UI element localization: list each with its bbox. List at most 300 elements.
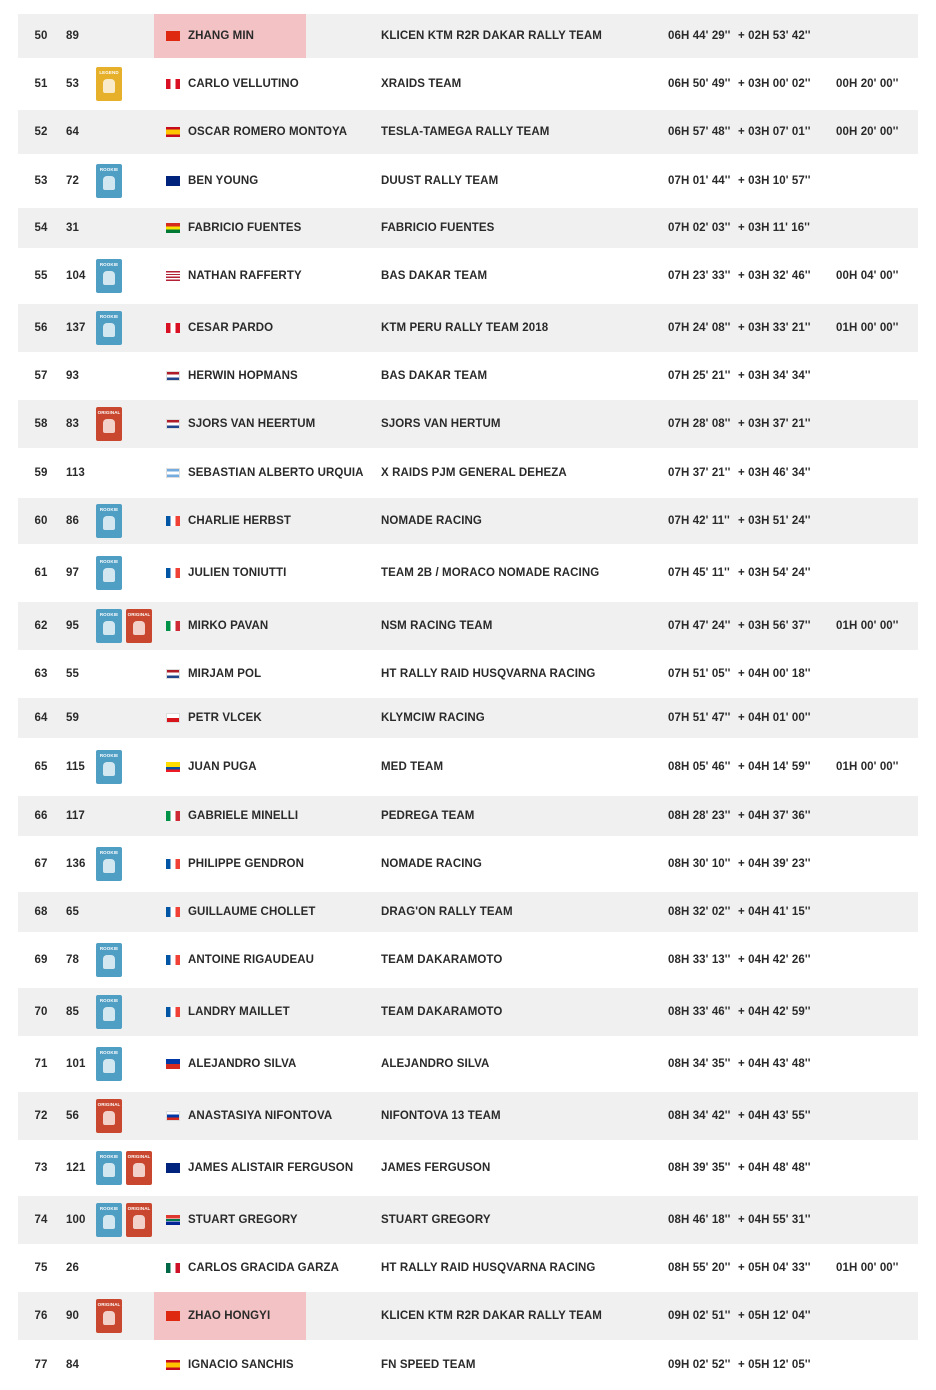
rider-name[interactable]: MIRKO PAVAN: [188, 620, 269, 632]
bib-number-cell: 113: [66, 467, 85, 479]
team-cell[interactable]: ALEJANDRO SILVA: [381, 1058, 490, 1070]
badge-label: ORIGINAL: [97, 1302, 121, 1307]
penalty-cell: [836, 1040, 916, 1088]
badge-label: ROOKIE: [99, 1154, 119, 1159]
penalty-cell: [836, 400, 916, 448]
position-cell: 53: [34, 175, 48, 187]
penalty-cell: [836, 936, 916, 984]
time-cell: 08H 46' 18'': [668, 1214, 731, 1226]
badge-label: ORIGINAL: [127, 1154, 151, 1159]
table-row[interactable]: [18, 742, 918, 792]
flag-cz-icon: [166, 713, 180, 723]
position-cell: 77: [34, 1359, 48, 1371]
rider-name[interactable]: IGNACIO SANCHIS: [188, 1359, 294, 1371]
position-cell: 76: [34, 1310, 48, 1322]
team-cell[interactable]: HT RALLY RAID HUSQVARNA RACING: [381, 668, 596, 680]
rider-cell[interactable]: [154, 1248, 340, 1288]
dakar-emblem-icon: [103, 323, 115, 337]
rider-cell[interactable]: [154, 304, 306, 352]
gap-cell: + 04H 14' 59'': [738, 761, 811, 773]
dakar-emblem-icon: [103, 516, 115, 530]
bib-number-cell: 64: [66, 126, 79, 138]
penalty-cell: [836, 988, 916, 1036]
bib-number-cell: 95: [66, 620, 79, 632]
position-cell: 65: [34, 761, 48, 773]
flag-ec-icon: [166, 762, 180, 772]
gap-cell: + 04H 55' 31'': [738, 1214, 811, 1226]
table-row[interactable]: [18, 1092, 918, 1140]
position-cell: 69: [34, 954, 48, 966]
rider-name[interactable]: CESAR PARDO: [188, 322, 274, 334]
position-cell: 71: [34, 1058, 48, 1070]
table-row[interactable]: [18, 304, 918, 352]
table-row[interactable]: [18, 14, 918, 58]
position-cell: 75: [34, 1262, 48, 1274]
gap-cell: + 03H 10' 57'': [738, 175, 811, 187]
time-cell: 09H 02' 52'': [668, 1359, 731, 1371]
team-cell[interactable]: PEDREGA TEAM: [381, 810, 475, 822]
dakar-emblem-icon: [103, 859, 115, 873]
bib-number-cell: 101: [66, 1058, 86, 1070]
rider-cell[interactable]: [154, 62, 306, 106]
bib-number-cell: 78: [66, 954, 79, 966]
badge-label: ROOKIE: [99, 612, 119, 617]
rider-name[interactable]: PETR VLCEK: [188, 712, 262, 724]
team-cell[interactable]: SJORS VAN HERTUM: [381, 418, 501, 430]
badge-label: ROOKIE: [99, 559, 119, 564]
dakar-emblem-icon: [103, 1163, 115, 1177]
results-table: [18, 14, 918, 1390]
badge-label: ROOKIE: [99, 753, 119, 758]
original-badge-icon: [96, 1299, 122, 1333]
rider-cell[interactable]: [154, 110, 348, 154]
team-cell[interactable]: FABRICIO FUENTES: [381, 222, 495, 234]
flag-fr-icon: [166, 516, 180, 526]
team-cell[interactable]: TEAM 2B / MORACO NOMADE RACING: [381, 567, 600, 579]
team-cell[interactable]: JAMES FERGUSON: [381, 1162, 491, 1174]
flag-it-icon: [166, 621, 180, 631]
rider-cell[interactable]: [154, 548, 306, 598]
time-cell: 08H 34' 35'': [668, 1058, 731, 1070]
rider-name[interactable]: ANASTASIYA NIFONTOVA: [188, 1110, 333, 1122]
gap-cell: + 03H 56' 37'': [738, 620, 811, 632]
position-cell: 54: [34, 222, 48, 234]
penalty-cell: [836, 1144, 916, 1192]
time-cell: 08H 33' 46'': [668, 1006, 731, 1018]
rider-name[interactable]: JAMES ALISTAIR FERGUSON: [188, 1162, 354, 1174]
rider-name[interactable]: GABRIELE MINELLI: [188, 810, 299, 822]
rider-name[interactable]: NATHAN RAFFERTY: [188, 270, 302, 282]
bib-number-cell: 59: [66, 712, 79, 724]
rider-cell[interactable]: [154, 452, 364, 494]
time-cell: 07H 01' 44'': [668, 175, 731, 187]
bib-number-cell: 86: [66, 515, 79, 527]
team-cell[interactable]: KLYMCIW RACING: [381, 712, 485, 724]
time-cell: 08H 30' 10'': [668, 858, 731, 870]
time-cell: 07H 25' 21'': [668, 370, 731, 382]
table-row[interactable]: [18, 1344, 918, 1386]
gap-cell: + 04H 43' 48'': [738, 1058, 811, 1070]
time-cell: 08H 28' 23'': [668, 810, 731, 822]
table-row[interactable]: [18, 796, 918, 836]
time-cell: 08H 34' 42'': [668, 1110, 731, 1122]
rookie-badge-icon: [96, 609, 122, 643]
rider-name[interactable]: OSCAR ROMERO MONTOYA: [188, 126, 348, 138]
rider-cell[interactable]: [154, 698, 306, 738]
rider-name[interactable]: PHILIPPE GENDRON: [188, 858, 304, 870]
position-cell: 57: [34, 370, 48, 382]
position-cell: 73: [34, 1162, 48, 1174]
gap-cell: + 05H 04' 33'': [738, 1262, 811, 1274]
rider-cell[interactable]: [154, 988, 306, 1036]
rider-cell[interactable]: [154, 1292, 306, 1340]
team-cell[interactable]: NSM RACING TEAM: [381, 620, 493, 632]
rider-name[interactable]: MIRJAM POL: [188, 668, 262, 680]
dakar-emblem-icon: [133, 1163, 145, 1177]
bib-number-cell: 136: [66, 858, 86, 870]
bib-number-cell: 65: [66, 906, 79, 918]
gap-cell: + 03H 51' 24'': [738, 515, 811, 527]
rider-name[interactable]: STUART GREGORY: [188, 1214, 298, 1226]
rider-name[interactable]: JULIEN TONIUTTI: [188, 567, 287, 579]
rider-name[interactable]: GUILLAUME CHOLLET: [188, 906, 316, 918]
rider-name[interactable]: ALEJANDRO SILVA: [188, 1058, 297, 1070]
badge-label: LEGEND: [99, 70, 119, 75]
gap-cell: + 04H 41' 15'': [738, 906, 811, 918]
time-cell: 07H 37' 21'': [668, 467, 731, 479]
rider-cell[interactable]: [154, 654, 306, 694]
dakar-emblem-icon: [103, 79, 115, 93]
position-cell: 56: [34, 322, 48, 334]
rider-name[interactable]: CARLOS GRACIDA GARZA: [188, 1262, 340, 1274]
table-row[interactable]: [18, 252, 918, 300]
rider-cell[interactable]: [154, 14, 306, 58]
gap-cell: + 03H 00' 02'': [738, 78, 811, 90]
table-row[interactable]: [18, 892, 918, 932]
rider-name[interactable]: HERWIN HOPMANS: [188, 370, 298, 382]
rider-cell[interactable]: [154, 1092, 333, 1140]
team-cell[interactable]: BAS DAKAR TEAM: [381, 270, 488, 282]
bib-number-cell: 85: [66, 1006, 79, 1018]
team-cell[interactable]: HT RALLY RAID HUSQVARNA RACING: [381, 1262, 596, 1274]
time-cell: 09H 02' 51'': [668, 1310, 731, 1322]
rookie-badge-icon: [96, 847, 122, 881]
penalty-cell: [836, 356, 916, 396]
position-cell: 74: [34, 1214, 48, 1226]
bib-number-cell: 97: [66, 567, 79, 579]
flag-cl-icon: [166, 1059, 180, 1069]
table-row[interactable]: [18, 158, 918, 204]
position-cell: 55: [34, 270, 48, 282]
position-cell: 63: [34, 668, 48, 680]
penalty-cell: [836, 1344, 916, 1386]
rider-name[interactable]: ZHAO HONGYI: [188, 1310, 271, 1322]
penalty-cell: [836, 698, 916, 738]
table-row[interactable]: [18, 1040, 918, 1088]
team-cell[interactable]: NOMADE RACING: [381, 858, 482, 870]
dakar-emblem-icon: [103, 1215, 115, 1229]
time-cell: 07H 51' 05'': [668, 668, 731, 680]
gap-cell: + 04H 00' 18'': [738, 668, 811, 680]
penalty-cell: 00H 20' 00'': [836, 78, 899, 90]
table-row[interactable]: [18, 988, 918, 1036]
time-cell: 06H 44' 29'': [668, 30, 731, 42]
table-row[interactable]: [18, 1144, 918, 1192]
bib-number-cell: 121: [66, 1162, 86, 1174]
team-cell[interactable]: XRAIDS TEAM: [381, 78, 462, 90]
rider-cell[interactable]: [154, 158, 306, 204]
penalty-cell: 01H 00' 00'': [836, 322, 899, 334]
team-cell[interactable]: NOMADE RACING: [381, 515, 482, 527]
rookie-badge-icon: [96, 556, 122, 590]
rider-name[interactable]: JUAN PUGA: [188, 761, 257, 773]
rider-cell[interactable]: [154, 252, 306, 300]
time-cell: 07H 47' 24'': [668, 620, 731, 632]
rider-cell[interactable]: [154, 400, 316, 448]
bib-number-cell: 55: [66, 668, 79, 680]
penalty-cell: 00H 20' 00'': [836, 126, 899, 138]
gap-cell: + 03H 37' 21'': [738, 418, 811, 430]
flag-au-icon: [166, 1163, 180, 1173]
table-row[interactable]: [18, 208, 918, 248]
position-cell: 58: [34, 418, 48, 430]
rookie-badge-icon: [96, 1047, 122, 1081]
original-badge-icon: [96, 1099, 122, 1133]
penalty-cell: [836, 654, 916, 694]
rider-name[interactable]: SEBASTIAN ALBERTO URQUIA: [188, 467, 364, 479]
rider-name[interactable]: LANDRY MAILLET: [188, 1006, 290, 1018]
time-cell: 06H 57' 48'': [668, 126, 731, 138]
flag-pe-icon: [166, 79, 180, 89]
dakar-emblem-icon: [103, 1111, 115, 1125]
penalty-cell: [836, 796, 916, 836]
rider-name[interactable]: CHARLIE HERBST: [188, 515, 291, 527]
penalty-cell: [836, 548, 916, 598]
rider-cell[interactable]: [154, 742, 306, 792]
rider-cell[interactable]: [154, 840, 306, 888]
position-cell: 70: [34, 1006, 48, 1018]
gap-cell: + 03H 54' 24'': [738, 567, 811, 579]
rookie-badge-icon: [96, 259, 122, 293]
badge-label: ROOKIE: [99, 167, 119, 172]
rookie-badge-icon: [96, 311, 122, 345]
position-cell: 72: [34, 1110, 48, 1122]
rider-cell[interactable]: [154, 356, 306, 396]
badge-label: ORIGINAL: [127, 612, 151, 617]
time-cell: 08H 33' 13'': [668, 954, 731, 966]
team-cell[interactable]: X RAIDS PJM GENERAL DEHEZA: [381, 467, 567, 479]
table-row[interactable]: [18, 356, 918, 396]
rider-name[interactable]: BEN YOUNG: [188, 175, 259, 187]
table-row[interactable]: [18, 400, 918, 448]
badge-label: ORIGINAL: [97, 1102, 121, 1107]
dakar-emblem-icon: [103, 271, 115, 285]
flag-cn-icon: [166, 31, 180, 41]
rider-name[interactable]: ANTOINE RIGAUDEAU: [188, 954, 315, 966]
gap-cell: + 03H 46' 34'': [738, 467, 811, 479]
gap-cell: + 04H 43' 55'': [738, 1110, 811, 1122]
rider-cell[interactable]: [154, 208, 306, 248]
team-cell[interactable]: DUUST RALLY TEAM: [381, 175, 499, 187]
table-row[interactable]: [18, 62, 918, 106]
flag-fr-icon: [166, 568, 180, 578]
dakar-emblem-icon: [103, 176, 115, 190]
team-cell[interactable]: TESLA-TAMEGA RALLY TEAM: [381, 126, 550, 138]
bib-number-cell: 84: [66, 1359, 79, 1371]
rider-name[interactable]: FABRICIO FUENTES: [188, 222, 302, 234]
flag-es-icon: [166, 1360, 180, 1370]
time-cell: 06H 50' 49'': [668, 78, 731, 90]
position-cell: 67: [34, 858, 48, 870]
penalty-cell: [836, 208, 916, 248]
rider-cell[interactable]: [154, 1196, 306, 1244]
rookie-badge-icon: [96, 1151, 122, 1185]
team-cell[interactable]: TEAM DAKARAMOTO: [381, 954, 503, 966]
bib-number-cell: 53: [66, 78, 79, 90]
table-row[interactable]: [18, 548, 918, 598]
bib-number-cell: 93: [66, 370, 79, 382]
dakar-emblem-icon: [103, 762, 115, 776]
bib-number-cell: 104: [66, 270, 86, 282]
rider-name[interactable]: SJORS VAN HEERTUM: [188, 418, 316, 430]
penalty-cell: [836, 1292, 916, 1340]
penalty-cell: [836, 452, 916, 494]
table-row[interactable]: [18, 936, 918, 984]
table-row[interactable]: [18, 498, 918, 544]
bib-number-cell: 56: [66, 1110, 79, 1122]
gap-cell: + 04H 39' 23'': [738, 858, 811, 870]
team-cell[interactable]: KTM PERU RALLY TEAM 2018: [381, 322, 549, 334]
team-cell[interactable]: STUART GREGORY: [381, 1214, 491, 1226]
team-cell[interactable]: FN SPEED TEAM: [381, 1359, 476, 1371]
rider-name[interactable]: ZHANG MIN: [188, 30, 255, 42]
table-row[interactable]: [18, 110, 918, 154]
flag-ru-icon: [166, 1111, 180, 1121]
time-cell: 07H 42' 11'': [668, 515, 730, 527]
penalty-cell: [836, 840, 916, 888]
table-row[interactable]: [18, 840, 918, 888]
gap-cell: + 04H 42' 59'': [738, 1006, 811, 1018]
gap-cell: + 02H 53' 42'': [738, 30, 811, 42]
team-cell[interactable]: TEAM DAKARAMOTO: [381, 1006, 503, 1018]
gap-cell: + 03H 11' 16'': [738, 222, 810, 234]
position-cell: 59: [34, 467, 48, 479]
badge-label: ROOKIE: [99, 998, 119, 1003]
badge-label: ROOKIE: [99, 507, 119, 512]
time-cell: 08H 39' 35'': [668, 1162, 731, 1174]
penalty-cell: [836, 498, 916, 544]
penalty-cell: [836, 1092, 916, 1140]
penalty-cell: [836, 1196, 916, 1244]
flag-bo-icon: [166, 223, 180, 233]
flag-us-icon: [166, 271, 180, 281]
gap-cell: + 03H 32' 46'': [738, 270, 811, 282]
table-row[interactable]: [18, 602, 918, 650]
bib-number-cell: 137: [66, 322, 86, 334]
penalty-cell: [836, 892, 916, 932]
flag-es-icon: [166, 127, 180, 137]
gap-cell: + 05H 12' 04'': [738, 1310, 811, 1322]
rider-cell[interactable]: [154, 1144, 354, 1192]
rider-cell[interactable]: [154, 1040, 306, 1088]
table-row[interactable]: [18, 1248, 918, 1288]
dakar-emblem-icon: [103, 419, 115, 433]
table-row[interactable]: [18, 1196, 918, 1244]
penalty-cell: [836, 14, 916, 58]
penalty-cell: 01H 00' 00'': [836, 1262, 899, 1274]
dakar-emblem-icon: [133, 621, 145, 635]
gap-cell: + 04H 48' 48'': [738, 1162, 811, 1174]
badge-label: ROOKIE: [99, 1050, 119, 1055]
time-cell: 07H 51' 47'': [668, 712, 731, 724]
team-cell[interactable]: BAS DAKAR TEAM: [381, 370, 488, 382]
rider-cell[interactable]: [154, 498, 306, 544]
flag-it-icon: [166, 811, 180, 821]
penalty-cell: 01H 00' 00'': [836, 620, 899, 632]
position-cell: 64: [34, 712, 48, 724]
flag-fr-icon: [166, 907, 180, 917]
flag-mx-icon: [166, 1263, 180, 1273]
badge-label: ROOKIE: [99, 1206, 119, 1211]
rider-cell[interactable]: [154, 1344, 306, 1386]
rider-cell[interactable]: [154, 936, 315, 984]
rookie-badge-icon: [96, 164, 122, 198]
table-row[interactable]: [18, 698, 918, 738]
rookie-badge-icon: [96, 750, 122, 784]
rider-name[interactable]: CARLO VELLUTINO: [188, 78, 299, 90]
position-cell: 50: [34, 30, 48, 42]
flag-pe-icon: [166, 323, 180, 333]
gap-cell: + 04H 42' 26'': [738, 954, 811, 966]
penalty-cell: 00H 04' 00'': [836, 270, 899, 282]
table-row[interactable]: [18, 1292, 918, 1340]
rider-cell[interactable]: [154, 796, 306, 836]
rider-cell[interactable]: [154, 602, 306, 650]
dakar-emblem-icon: [103, 955, 115, 969]
position-cell: 60: [34, 515, 48, 527]
bib-number-cell: 31: [66, 222, 79, 234]
badge-label: ROOKIE: [99, 946, 119, 951]
flag-nl-icon: [166, 669, 180, 679]
team-cell[interactable]: DRAG'ON RALLY TEAM: [381, 906, 513, 918]
time-cell: 08H 55' 20'': [668, 1262, 731, 1274]
rookie-badge-icon: [96, 943, 122, 977]
team-cell[interactable]: KLICEN KTM R2R DAKAR RALLY TEAM: [381, 1310, 602, 1322]
time-cell: 07H 28' 08'': [668, 418, 731, 430]
badge-label: ROOKIE: [99, 314, 119, 319]
original-badge-icon: [96, 407, 122, 441]
position-cell: 62: [34, 620, 48, 632]
team-cell[interactable]: NIFONTOVA 13 TEAM: [381, 1110, 501, 1122]
rider-cell[interactable]: [154, 892, 316, 932]
badge-label: ROOKIE: [99, 850, 119, 855]
table-row[interactable]: [18, 452, 918, 494]
team-cell[interactable]: KLICEN KTM R2R DAKAR RALLY TEAM: [381, 30, 602, 42]
position-cell: 66: [34, 810, 48, 822]
original-badge-icon: [126, 1203, 152, 1237]
position-cell: 52: [34, 126, 48, 138]
table-row[interactable]: [18, 654, 918, 694]
flag-cn-icon: [166, 1311, 180, 1321]
badge-label: ORIGINAL: [127, 1206, 151, 1211]
team-cell[interactable]: MED TEAM: [381, 761, 444, 773]
rookie-badge-icon: [96, 504, 122, 538]
badge-label: ROOKIE: [99, 262, 119, 267]
dakar-emblem-icon: [103, 621, 115, 635]
time-cell: 08H 05' 46'': [668, 761, 731, 773]
bib-number-cell: 115: [66, 761, 85, 773]
dakar-emblem-icon: [103, 1059, 115, 1073]
